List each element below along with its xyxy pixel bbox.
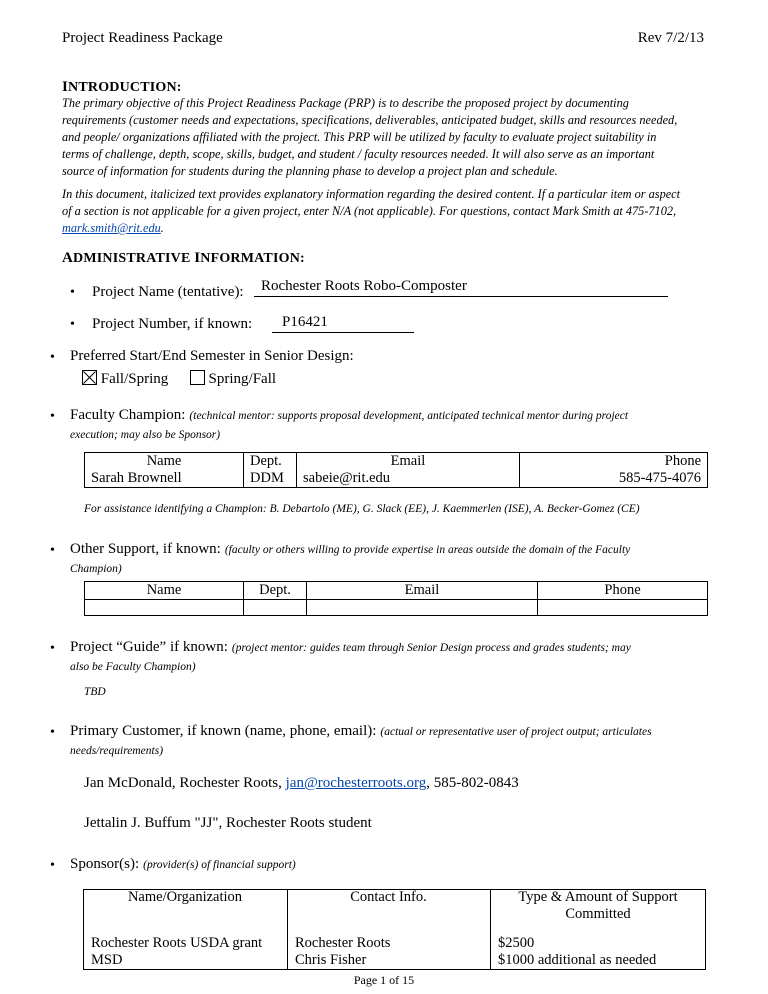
bullet-icon: • — [50, 641, 55, 656]
intro-heading — [62, 79, 182, 96]
customer-label: Primary Customer, if known (name, phone, email): — [70, 723, 377, 739]
other-name-cell[interactable] — [85, 600, 244, 616]
sponsor-header-name: Name/Organization — [127, 889, 243, 905]
sponsor-header-support-1: Type & Amount of Support — [518, 889, 678, 905]
intro-line: terms of challenge, depth, scope, skills, budget, and student / faculty resources needed. It will also serve as an important — [62, 147, 655, 161]
project-number-value: P16421 — [282, 314, 328, 330]
admin-heading-rest2: NFORMATION: — [200, 251, 305, 266]
intro-line: and people/ organizations affiliated with the project. This PRP will be utilized by faculty to evaluate project suitability in — [62, 130, 657, 144]
sponsor-header-support-2: Committed — [565, 906, 631, 922]
guide-block — [70, 637, 760, 677]
faculty-name-value: Sarah Brownell — [91, 470, 182, 486]
sponsor-amount-1: $2500 — [498, 935, 535, 951]
intro-line: source of information for students during the planning phase to develop a project plan and schedule. — [62, 164, 558, 178]
sponsor-contact-1: Rochester Roots — [295, 935, 391, 951]
other-email-cell[interactable] — [307, 600, 538, 616]
intro-line: The primary objective of this Project Readiness Package (PRP) is to describe the proposed project by documenting — [62, 96, 629, 110]
table-cell — [244, 453, 297, 488]
spring-fall-label: Spring/Fall — [208, 371, 277, 387]
sponsor-block — [70, 855, 296, 873]
table-row — [85, 453, 708, 488]
bullet-icon: • — [50, 350, 55, 365]
sponsor-note: (provider(s) of financial support) — [143, 859, 296, 871]
faculty-email-header: Email — [390, 453, 426, 469]
other-dept-cell[interactable] — [244, 600, 307, 616]
other-support-label: Other Support, if known: — [70, 541, 221, 557]
guide-value: TBD — [84, 686, 106, 698]
sponsor-row-amount — [498, 935, 656, 969]
bullet-icon: • — [50, 409, 55, 424]
customer-email-link[interactable]: jan@rochesterroots.org — [285, 775, 427, 791]
project-name-value: Rochester Roots Robo-Composter — [261, 278, 467, 294]
sponsor-name-1: Rochester Roots USDA grant — [91, 935, 263, 951]
intro-line: In this document, italicized text provides explanatory information regarding the desired content. If a particular item or aspect — [62, 187, 681, 201]
sponsor-row-name — [91, 935, 262, 969]
faculty-champion-note-2: execution; may also be Sponsor) — [70, 429, 221, 441]
sponsor-row-contact — [295, 935, 390, 969]
spring-fall-checkbox[interactable] — [190, 370, 205, 385]
page-number: Page 1 of 15 — [353, 973, 415, 987]
other-email-header: Email — [307, 582, 538, 600]
header-right: Rev 7/2/13 — [637, 30, 704, 46]
guide-note: (project mentor: guides team through Senior Design process and grades students; may — [231, 642, 631, 654]
faculty-dept-header: Dept. — [250, 453, 282, 469]
bullet-icon: • — [50, 858, 55, 873]
contact-email-link[interactable]: mark.smith@rit.edu — [62, 221, 161, 235]
intro-paragraph-2 — [62, 186, 752, 237]
intro-line — [62, 220, 752, 237]
sponsor-table — [83, 889, 706, 971]
project-name-field[interactable] — [254, 278, 668, 297]
project-name-label: Project Name (tentative): — [92, 284, 244, 300]
faculty-champion-label: Faculty Champion: — [70, 407, 186, 423]
fall-spring-label: Fall/Spring — [100, 371, 169, 387]
sponsor-label: Sponsor(s): — [70, 856, 140, 872]
other-name-header: Name — [85, 582, 244, 600]
other-support-table — [84, 581, 708, 616]
customer-1-prefix: Jan McDonald, Rochester Roots, — [84, 775, 286, 791]
faculty-champion-table — [84, 452, 708, 488]
semester-label: Preferred Start/End Semester in Senior Design: — [70, 348, 354, 364]
faculty-dept-value: DDM — [250, 470, 284, 486]
project-number-field[interactable] — [272, 314, 414, 333]
table-cell — [520, 453, 708, 488]
intro-line: requirements (customer needs and expectations, specifications, deliverables, anticipated budget, skills and resources needed, — [62, 113, 678, 127]
faculty-champion-block — [70, 405, 760, 445]
customer-2: Jettalin J. Buffum "JJ", Rochester Roots student — [84, 815, 372, 831]
table-row — [85, 600, 708, 616]
admin-heading-cap2: I — [194, 250, 201, 266]
customer-block — [70, 721, 760, 761]
faculty-phone-value: 585-475-4076 — [618, 470, 701, 486]
contact-suffix: . — [160, 221, 164, 235]
other-phone-header: Phone — [538, 582, 708, 600]
semester-options — [82, 370, 276, 388]
table-cell — [297, 453, 520, 488]
table-row — [85, 582, 708, 600]
bullet-icon: • — [70, 285, 75, 300]
bullet-icon: • — [50, 725, 55, 740]
project-number-label: Project Number, if known: — [92, 316, 253, 332]
bullet-icon: • — [70, 317, 75, 332]
fall-spring-checkbox[interactable] — [82, 370, 97, 385]
customer-1-suffix: , 585-802-0843 — [426, 775, 519, 791]
sponsor-header-support — [490, 889, 706, 923]
faculty-email-value: sabeie@rit.edu — [303, 470, 391, 486]
faculty-phone-header: Phone — [664, 453, 701, 469]
header-left: Project Readiness Package — [62, 30, 223, 46]
customer-note: (actual or representative user of project output; articulates — [380, 726, 652, 738]
faculty-name-header: Name — [146, 453, 182, 469]
sponsor-amount-2: $1000 additional as needed — [498, 952, 657, 968]
intro-paragraph-1 — [62, 95, 742, 180]
table-border — [83, 969, 706, 970]
customer-1 — [84, 775, 519, 792]
other-support-note-2: Champion) — [70, 563, 122, 575]
other-phone-cell[interactable] — [538, 600, 708, 616]
champion-help: For assistance identifying a Champion: B. Debartolo (ME), G. Slack (EE), J. Kaemmerlen (ISE), A. Becker-Gomez (CE) — [84, 503, 640, 515]
admin-heading — [62, 250, 305, 267]
admin-heading-rest1: DMINISTRATIVE — [73, 251, 195, 266]
intro-line: of a section is not applicable for a given project, enter N/A (not applicable). For questions, contact Mark Smith at 475-7102, — [62, 204, 677, 218]
intro-heading-rest: NTRODUCTION: — [68, 80, 182, 95]
other-support-block — [70, 539, 760, 579]
other-support-note: (faculty or others willing to provide expertise in areas outside the domain of the Faculty — [224, 544, 631, 556]
guide-note-2: also be Faculty Champion) — [70, 661, 196, 673]
customer-note-2: needs/requirements) — [70, 745, 164, 757]
admin-heading-cap1: A — [62, 250, 74, 266]
bullet-icon: • — [50, 543, 55, 558]
sponsor-name-2: MSD — [91, 952, 123, 968]
intro-heading-cap: I — [62, 79, 69, 95]
guide-label: Project “Guide” if known: — [70, 639, 228, 655]
sponsor-header-contact: Contact Info. — [350, 889, 427, 905]
sponsor-contact-2: Chris Fisher — [295, 952, 367, 968]
faculty-champion-note: (technical mentor: supports proposal development, anticipated technical mentor during project — [189, 410, 629, 422]
table-cell — [85, 453, 244, 488]
other-dept-header: Dept. — [244, 582, 307, 600]
